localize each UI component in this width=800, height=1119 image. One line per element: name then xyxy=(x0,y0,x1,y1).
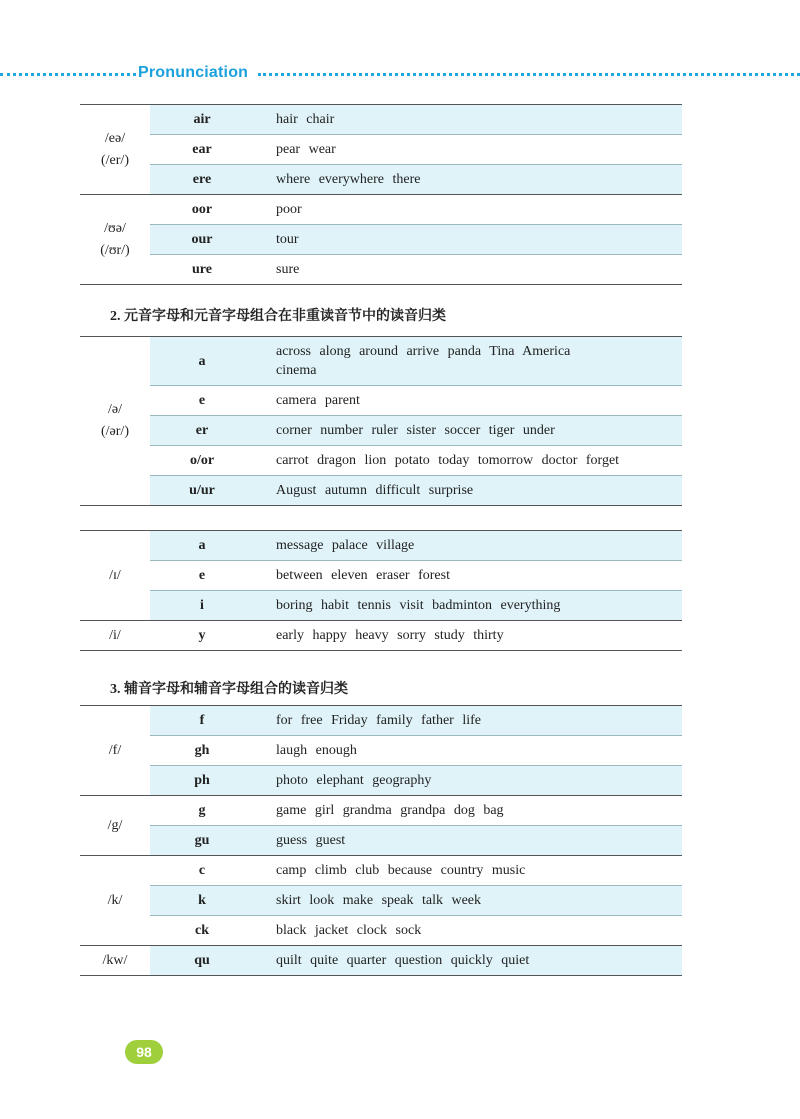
table-row xyxy=(80,386,682,416)
example-words: laugh enough xyxy=(254,736,682,766)
example-words: poor xyxy=(254,195,682,225)
header-title: Pronunciation xyxy=(138,64,249,81)
table-row xyxy=(80,135,682,165)
letter-combo: u/ur xyxy=(150,476,254,506)
example-words: early happy heavy sorry study thirty xyxy=(254,621,682,651)
header-dots-left xyxy=(0,73,136,76)
table-row xyxy=(80,337,682,386)
letter-combo: gh xyxy=(150,736,254,766)
letter-combo: ck xyxy=(150,916,254,946)
example-words: black jacket clock sock xyxy=(254,916,682,946)
table-row xyxy=(80,561,682,591)
letter-combo: a xyxy=(150,531,254,561)
example-words: August autumn difficult surprise xyxy=(254,476,682,506)
table-stressed-vowels xyxy=(80,104,682,285)
letter-combo: g xyxy=(150,796,254,826)
table-consonants xyxy=(80,705,682,976)
example-words: quilt quite quarter question quickly quiet xyxy=(254,946,682,976)
letter-combo: oor xyxy=(150,195,254,225)
letter-combo: qu xyxy=(150,946,254,976)
sound-cell: /g/ xyxy=(80,796,150,856)
sound-cell: /eə/ (/er/) xyxy=(80,105,150,195)
table-unstressed-schwa xyxy=(80,336,682,506)
table-row xyxy=(80,105,682,135)
example-words: pear wear xyxy=(254,135,682,165)
header-dots-right xyxy=(258,73,800,76)
table-unstressed-i xyxy=(80,530,682,651)
table-row xyxy=(80,796,682,826)
sound-cell: /ə/ (/ər/) xyxy=(80,337,150,506)
letter-combo: air xyxy=(150,105,254,135)
letter-combo: ure xyxy=(150,255,254,285)
sound-cell: /kw/ xyxy=(80,946,150,976)
table-row xyxy=(80,766,682,796)
table-row xyxy=(80,591,682,621)
sound-cell: /k/ xyxy=(80,856,150,946)
sound-cell: /ɪ/ xyxy=(80,531,150,621)
table-row xyxy=(80,736,682,766)
letter-combo: e xyxy=(150,386,254,416)
letter-combo: our xyxy=(150,225,254,255)
table-row xyxy=(80,706,682,736)
example-words: tour xyxy=(254,225,682,255)
table-row xyxy=(80,621,682,651)
table-row xyxy=(80,165,682,195)
table-row xyxy=(80,255,682,285)
example-words: message palace village xyxy=(254,531,682,561)
example-words: game girl grandma grandpa dog bag xyxy=(254,796,682,826)
table-row xyxy=(80,225,682,255)
table-row xyxy=(80,886,682,916)
sound-cell: /i/ xyxy=(80,621,150,651)
example-words: hair chair xyxy=(254,105,682,135)
letter-combo: er xyxy=(150,416,254,446)
letter-combo: c xyxy=(150,856,254,886)
letter-combo: ph xyxy=(150,766,254,796)
letter-combo: y xyxy=(150,621,254,651)
example-words: corner number ruler sister soccer tiger under xyxy=(254,416,682,446)
letter-combo: ear xyxy=(150,135,254,165)
table-row xyxy=(80,195,682,225)
letter-combo: i xyxy=(150,591,254,621)
example-words: boring habit tennis visit badminton everything xyxy=(254,591,682,621)
table-row xyxy=(80,916,682,946)
table-row xyxy=(80,416,682,446)
letter-combo: e xyxy=(150,561,254,591)
page-number: 98 xyxy=(125,1040,163,1064)
letter-combo: o/or xyxy=(150,446,254,476)
table-row xyxy=(80,446,682,476)
example-words: skirt look make speak talk week xyxy=(254,886,682,916)
sound-cell: /f/ xyxy=(80,706,150,796)
table-row xyxy=(80,826,682,856)
table-row xyxy=(80,531,682,561)
table-row xyxy=(80,946,682,976)
example-words: where everywhere there xyxy=(254,165,682,195)
letter-combo: ere xyxy=(150,165,254,195)
sound-cell: /ʊə/ (/ʊr/) xyxy=(80,195,150,285)
table-row xyxy=(80,856,682,886)
section-3-title: 3. 辅音字母和辅音字母组合的读音归类 xyxy=(110,682,348,697)
example-words: camera parent xyxy=(254,386,682,416)
example-words: between eleven eraser forest xyxy=(254,561,682,591)
letter-combo: k xyxy=(150,886,254,916)
example-words: carrot dragon lion potato today tomorrow doctor forget xyxy=(254,446,682,476)
section-2-title: 2. 元音字母和元音字母组合在非重读音节中的读音归类 xyxy=(110,309,446,324)
example-words: photo elephant geography xyxy=(254,766,682,796)
example-words: across along around arrive panda Tina America cinema xyxy=(254,337,682,386)
table-row xyxy=(80,476,682,506)
letter-combo: gu xyxy=(150,826,254,856)
example-words: camp climb club because country music xyxy=(254,856,682,886)
example-words: guess guest xyxy=(254,826,682,856)
example-words: for free Friday family father life xyxy=(254,706,682,736)
example-words: sure xyxy=(254,255,682,285)
letter-combo: f xyxy=(150,706,254,736)
letter-combo: a xyxy=(150,337,254,386)
